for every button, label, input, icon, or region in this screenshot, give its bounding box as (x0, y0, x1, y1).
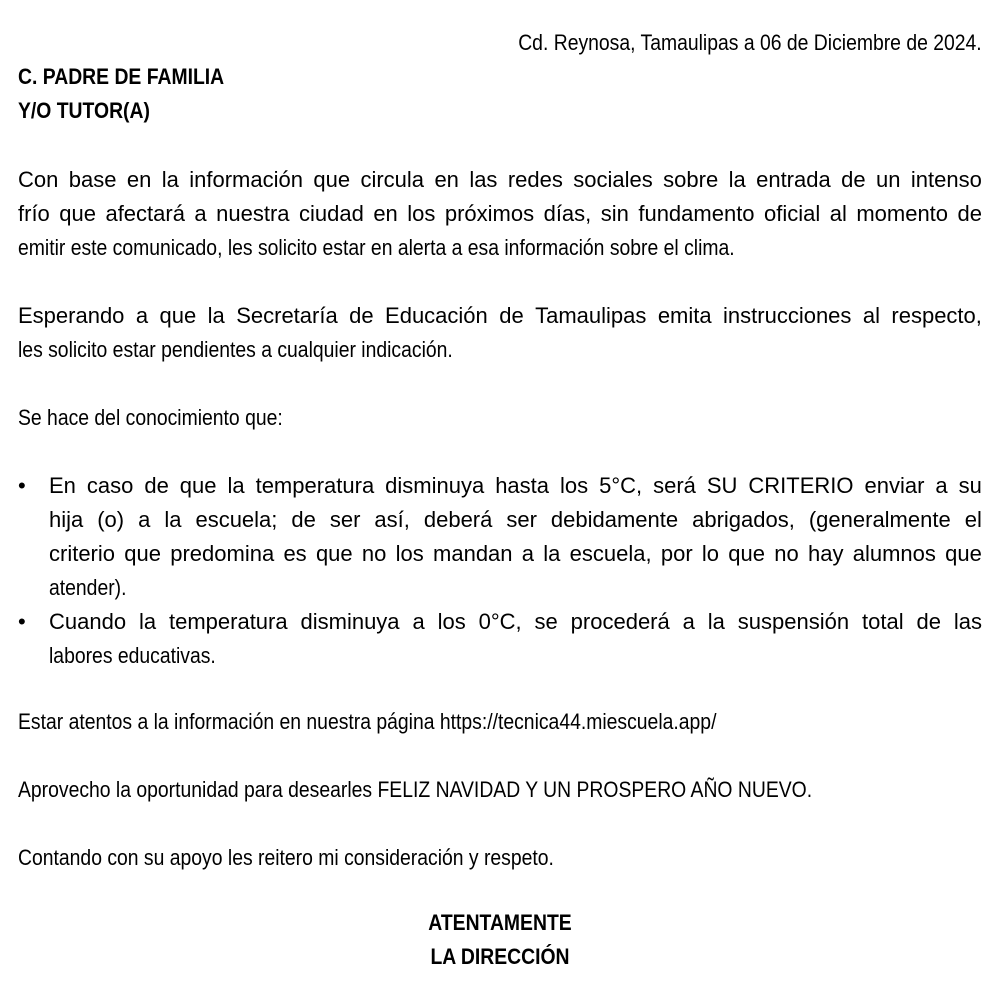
paragraph-4-website: Estar atentos a la información en nuestra página https://tecnica44.miescuela.app/ (18, 709, 717, 734)
bullet-2-line-1: Cuando la temperatura disminuya a los 0°C, se procederá a la suspensión total de las (49, 609, 982, 634)
recipient-line-2: Y/O TUTOR(A) (18, 98, 150, 123)
paragraph-1-line-2: frío que afectará a nuestra ciudad en los próximos días, sin fundamento oficial al momento de (18, 201, 982, 226)
bullet-1-line-2: hija (o) a la escuela; de ser así, deberá ser debidamente abrigados, (generalmente el (49, 507, 982, 532)
signature-line-2: LA DIRECCIÓN (430, 944, 570, 969)
paragraph-5-greeting: Aprovecho la oportunidad para desearles FELIZ NAVIDAD Y UN PROSPERO AÑO NUEVO. (18, 777, 813, 802)
paragraph-3: Se hace del conocimiento que: (18, 405, 283, 430)
bullet-marker-1: • (18, 473, 26, 498)
paragraph-2-line-1: Esperando a que la Secretaría de Educación de Tamaulipas emita instrucciones al respecto, (18, 303, 982, 328)
signature-line-1: ATENTAMENTE (428, 910, 572, 935)
paragraph-1-line-1: Con base en la información que circula en las redes sociales sobre la entrada de un intenso (18, 167, 982, 192)
bullet-2-line-2: labores educativas. (49, 643, 216, 668)
paragraph-2-line-2: les solicito estar pendientes a cualquier indicación. (18, 337, 453, 362)
letter-page (18, 0, 982, 1000)
bullet-1-line-3: criterio que predomina es que no los mandan a la escuela, por lo que no hay alumnos que (49, 541, 982, 566)
paragraph-1-line-3: emitir este comunicado, les solicito estar en alerta a esa información sobre el clima. (18, 235, 735, 260)
bullet-1-line-1: En caso de que la temperatura disminuya hasta los 5°C, será SU CRITERIO enviar a su (49, 473, 982, 498)
paragraph-6-closing: Contando con su apoyo les reitero mi consideración y respeto. (18, 845, 554, 870)
bullet-1-line-4: atender). (49, 575, 127, 600)
recipient-line-1: C. PADRE DE FAMILIA (18, 64, 225, 89)
bullet-marker-2: • (18, 609, 26, 634)
date-line: Cd. Reynosa, Tamaulipas a 06 de Diciembre de 2024. (518, 30, 982, 55)
